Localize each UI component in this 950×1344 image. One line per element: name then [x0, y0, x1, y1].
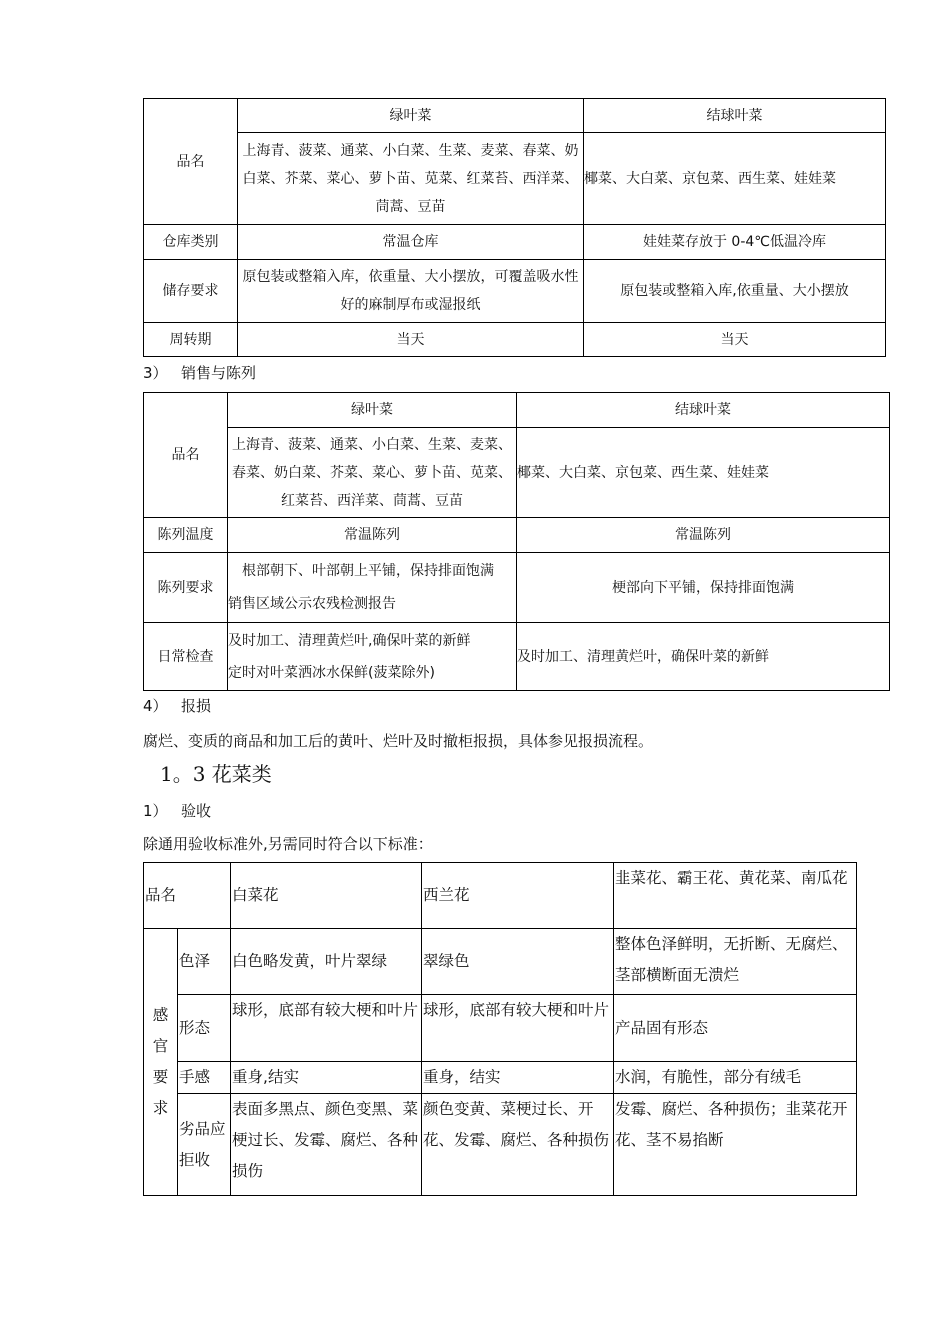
cauliflower-acceptance-table: [143, 862, 857, 1196]
section-number: 4）: [143, 697, 168, 715]
section-number: 1）: [143, 802, 168, 820]
row-label-display-req: 陈列要求: [144, 553, 228, 623]
row-label-feel: 手感: [178, 1062, 231, 1094]
cell-reject-cauliflower: 表面多黑点、颜色变黑、菜梗过长、发霉、腐烂、各种损伤: [231, 1094, 422, 1196]
cell-green-warehouse: 常温仓库: [238, 225, 584, 260]
cell-color-cauliflower: 白色略发黄，叶片翠绿: [231, 929, 422, 995]
row-label-daily-check: 日常检查: [144, 623, 228, 691]
cell-green-names: 上海青、菠菜、通菜、小白菜、生菜、麦菜、春菜、奶白菜、芥菜、菜心、萝卜苗、苋菜、红菜苔、西洋菜、茼蒿、豆苗: [238, 133, 584, 225]
cell-green-storage: 原包装或整箱入库，依重量、大小摆放，可覆盖吸水性好的麻制厚布或湿报纸: [238, 260, 584, 323]
cell-head-display-req: 梗部向下平铺，保持排面饱满: [517, 553, 890, 623]
row-label-storage: 储存要求: [144, 260, 238, 323]
name-label: 品名: [144, 863, 231, 929]
section-title: 报损: [181, 697, 212, 715]
cell-green-names: 上海青、菠菜、通菜、小白菜、生菜、麦菜、春菜、奶白菜、芥菜、菜心、萝卜苗、苋菜、红菜苔、西洋菜、茼蒿、豆苗: [228, 428, 517, 518]
sensory-requirements-label: 感 官 要 求: [144, 929, 178, 1196]
header-head-leaf: 结球叶菜: [517, 393, 890, 428]
cell-head-storage: 原包装或整箱入库,依重量、大小摆放: [584, 260, 886, 323]
cell-feel-other: 水润，有脆性，部分有绒毛: [614, 1062, 857, 1094]
heading-1-3: 1。3 花菜类: [160, 762, 272, 786]
cell-head-daily-check: 及时加工、清理黄烂叶，确保叶菜的新鲜: [517, 623, 890, 691]
cell-green-turnover: 当天: [238, 323, 584, 357]
cell-reject-broccoli: 颜色变黄、菜梗过长、开花、发霉、腐烂、各种损伤: [422, 1094, 614, 1196]
col-other-flowers: 韭菜花、霸王花、黄花菜、南瓜花: [614, 863, 857, 929]
row-label-warehouse: 仓库类别: [144, 225, 238, 260]
daily-check-line-2: 定时对叶菜洒冰水保鲜(菠菜除外): [228, 664, 435, 681]
cell-head-turnover: 当天: [584, 323, 886, 357]
header-green-leaf: 绿叶菜: [228, 393, 517, 428]
accept-paragraph: 除通用验收标准外,另需同时符合以下标准：: [143, 835, 433, 853]
cell-color-other: 整体色泽鲜明，无折断、无腐烂、茎部横断面无溃烂: [614, 929, 857, 995]
section-title: 销售与陈列: [181, 364, 257, 382]
row-label-name: 品名: [144, 393, 228, 518]
cell-green-temperature: 常温陈列: [228, 518, 517, 553]
cell-head-names: 椰菜、大白菜、京包菜、西生菜、娃娃菜: [584, 133, 886, 225]
cell-feel-cauliflower: 重身,结实: [231, 1062, 422, 1094]
row-label-reject: 劣品应拒收: [178, 1094, 231, 1196]
cell-green-display-req: [228, 553, 517, 623]
cell-head-warehouse: 娃娃菜存放于 0-4℃低温冷库: [584, 225, 886, 260]
cell-head-names: 椰菜、大白菜、京包菜、西生菜、娃娃菜: [517, 428, 890, 518]
section-3-heading: [143, 362, 256, 383]
row-label-turnover: 周转期: [144, 323, 238, 357]
display-req-line-2: 销售区域公示农残检测报告: [228, 595, 396, 612]
cell-shape-broccoli: 球形，底部有较大梗和叶片: [422, 995, 614, 1062]
cell-reject-other: 发霉、腐烂、各种损伤；韭菜花开花、茎不易掐断: [614, 1094, 857, 1196]
display-table: [143, 392, 890, 691]
section-title: 验收: [181, 802, 212, 820]
section-1-heading: [143, 800, 211, 821]
display-req-line-1: 根部朝下、叶部朝上平铺，保持排面饱满: [242, 562, 494, 579]
storage-table: [143, 98, 886, 357]
cell-color-broccoli: 翠绿色: [422, 929, 614, 995]
col-broccoli: 西兰花: [422, 863, 614, 929]
section-number: 3）: [143, 364, 168, 382]
row-label-color: 色泽: [178, 929, 231, 995]
cell-green-daily-check: [228, 623, 517, 691]
row-label-shape: 形态: [178, 995, 231, 1062]
section-4-heading: [143, 695, 211, 716]
cell-feel-broccoli: 重身，结实: [422, 1062, 614, 1094]
row-label-name: 品名: [144, 99, 238, 225]
row-label-temperature: 陈列温度: [144, 518, 228, 553]
daily-check-line-1: 及时加工、清理黄烂叶,确保叶菜的新鲜: [228, 632, 471, 649]
header-green-leaf: 绿叶菜: [238, 99, 584, 133]
loss-paragraph: 腐烂、变质的商品和加工后的黄叶、烂叶及时撤柜报损，具体参见报损流程。: [143, 732, 654, 750]
cell-shape-other: 产品固有形态: [614, 995, 857, 1062]
header-head-leaf: 结球叶菜: [584, 99, 886, 133]
cell-shape-cauliflower: 球形，底部有较大梗和叶片: [231, 995, 422, 1062]
cell-head-temperature: 常温陈列: [517, 518, 890, 553]
col-cauliflower: 白菜花: [231, 863, 422, 929]
